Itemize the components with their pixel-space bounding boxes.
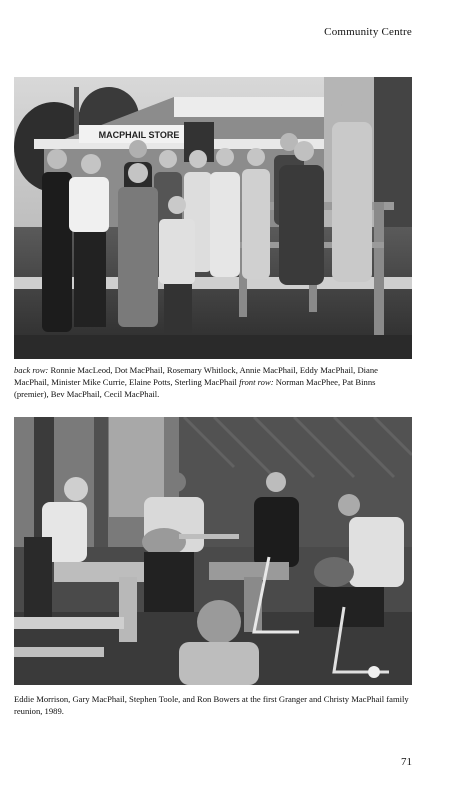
front-row-label: front row: (239, 377, 274, 387)
musicians-photo-graphic (14, 417, 412, 685)
back-row-label: back row: (14, 365, 49, 375)
running-header: Community Centre (324, 26, 412, 38)
musicians-photo-caption: Eddie Morrison, Gary MacPhail, Stephen Toole, and Ron Bowers at the first Granger and Christy MacPhail family reunion, 1989. (14, 694, 409, 716)
group-photo-graphic (14, 77, 412, 359)
store-sign: MACPHAIL STORE (98, 130, 180, 140)
group-photo-store (14, 77, 412, 359)
back-row-names: Ronnie MacLeod, Dot MacPhail, Rosemary Whitlock, Annie MacPhail, Eddy MacPhail, Diane MacPhail, Minister Mike Currie, Elaine Potts, Sterling MacPhail (14, 365, 378, 387)
group-photo-caption (14, 364, 412, 400)
musicians-photo (14, 417, 412, 685)
page-number: 71 (401, 756, 412, 768)
front-row-names: Norman MacPhee, Pat Binns (premier), Bev MacPhail, Cecil MacPhail. (14, 377, 376, 399)
